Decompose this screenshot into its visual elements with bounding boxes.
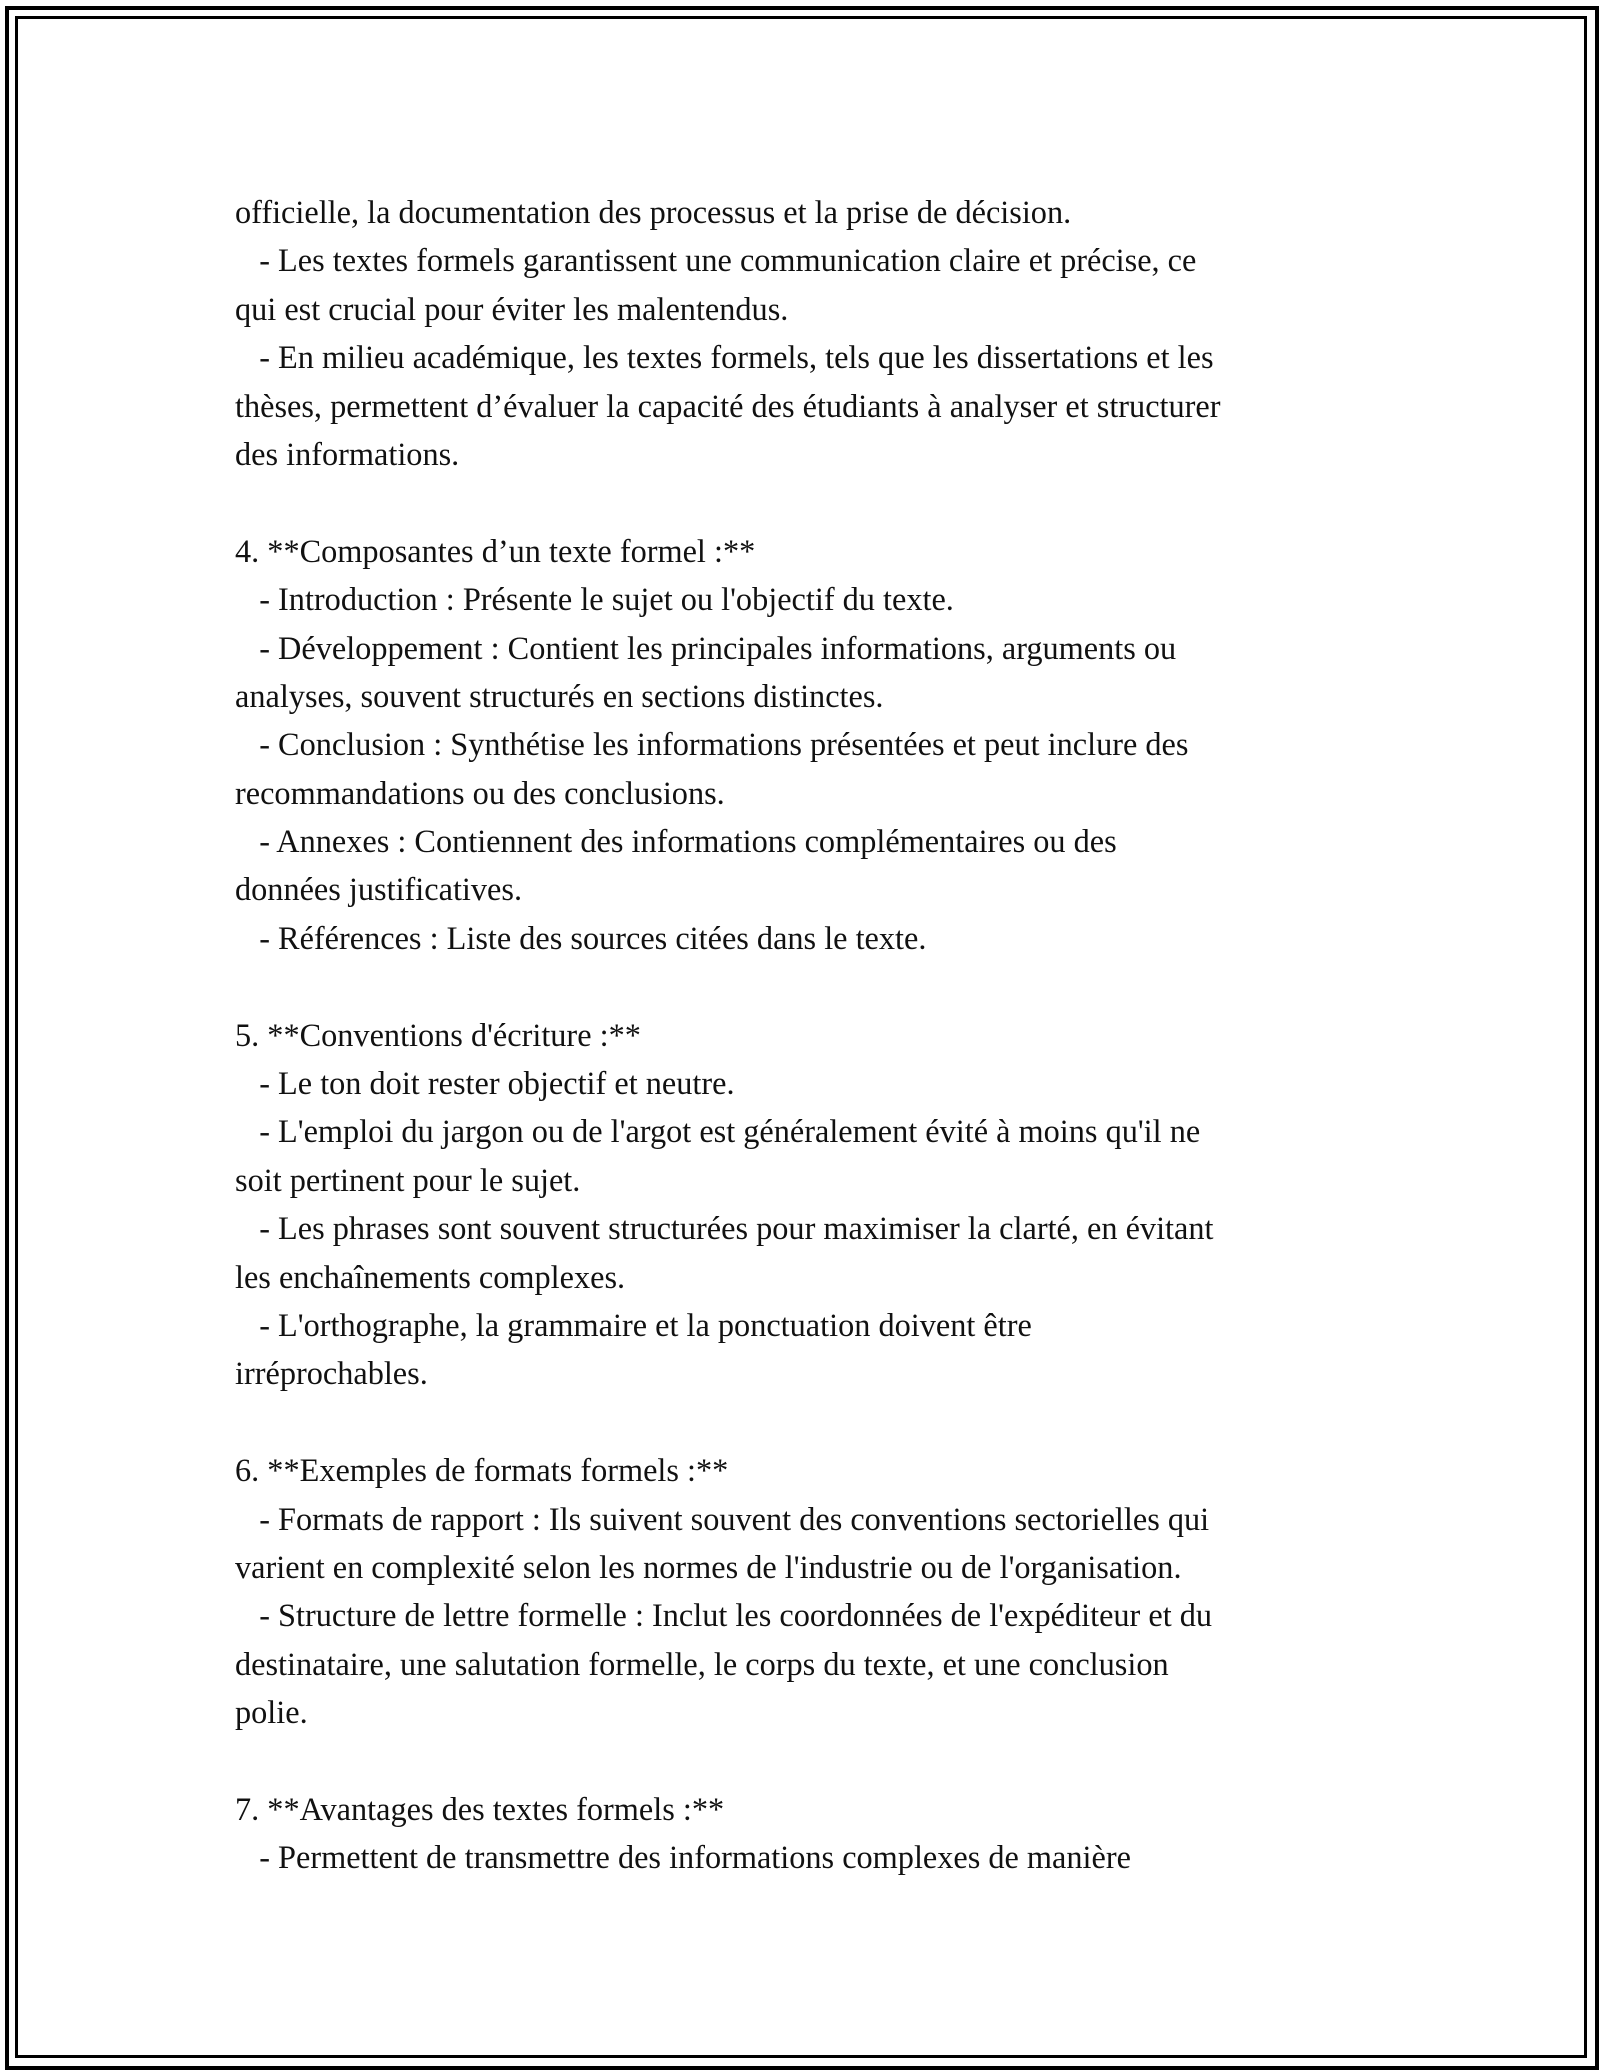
text-line: analyses, souvent structurés en sections distinctes. bbox=[235, 677, 884, 714]
text-line: - L'orthographe, la grammaire et la ponctuation doivent être bbox=[235, 1306, 1032, 1343]
text-line: polie. bbox=[235, 1694, 308, 1731]
section-heading: 6. **Exemples de formats formels :** bbox=[235, 1452, 729, 1489]
section-heading: 4. **Composantes d’un texte formel :** bbox=[235, 532, 756, 569]
text-line: les enchaînements complexes. bbox=[235, 1258, 626, 1295]
text-line: - Annexes : Contiennent des informations complémentaires ou des bbox=[235, 823, 1117, 860]
text-line: - En milieu académique, les textes formels, tels que les dissertations et les bbox=[235, 339, 1214, 376]
text-line: - Permettent de transmettre des informations complexes de manière bbox=[235, 1839, 1131, 1876]
text-line: soit pertinent pour le sujet. bbox=[235, 1161, 581, 1198]
text-line: - Conclusion : Synthétise les informations présentées et peut inclure des bbox=[235, 726, 1189, 763]
text-line: - Les phrases sont souvent structurées pour maximiser la clarté, en évitant bbox=[235, 1210, 1214, 1247]
text-line: destinataire, une salutation formelle, le corps du texte, et une conclusion bbox=[235, 1645, 1169, 1682]
text-line: - Structure de lettre formelle : Inclut les coordonnées de l'expéditeur et du bbox=[235, 1597, 1213, 1634]
text-line: - Les textes formels garantissent une communication claire et précise, ce bbox=[235, 242, 1197, 279]
text-line: qui est crucial pour éviter les malentendus. bbox=[235, 290, 789, 327]
document-body bbox=[235, 188, 1365, 1882]
text-line: - Introduction : Présente le sujet ou l'objectif du texte. bbox=[235, 581, 954, 618]
section-heading: 7. **Avantages des textes formels :** bbox=[235, 1790, 725, 1827]
blank-line bbox=[235, 1398, 1365, 1446]
text-line: - L'emploi du jargon ou de l'argot est généralement évité à moins qu'il ne bbox=[235, 1113, 1201, 1150]
text-line: - Formats de rapport : Ils suivent souvent des conventions sectorielles qui bbox=[235, 1500, 1210, 1537]
text-line: - Références : Liste des sources citées dans le texte. bbox=[235, 919, 927, 956]
text-line: officielle, la documentation des processus et la prise de décision. bbox=[235, 194, 1072, 230]
text-line: - Le ton doit rester objectif et neutre. bbox=[235, 1065, 735, 1102]
text-line: irréprochables. bbox=[235, 1355, 428, 1392]
text-line: recommandations ou des conclusions. bbox=[235, 774, 725, 811]
blank-line bbox=[235, 478, 1365, 526]
text-line: données justificatives. bbox=[235, 871, 523, 908]
text-line: varient en complexité selon les normes de l'industrie ou de l'organisation. bbox=[235, 1548, 1182, 1585]
text-line: thèses, permettent d’évaluer la capacité des étudiants à analyser et structurer bbox=[235, 387, 1221, 424]
blank-line bbox=[235, 1737, 1365, 1785]
text-line: - Développement : Contient les principales informations, arguments ou bbox=[235, 629, 1177, 666]
blank-line bbox=[235, 962, 1365, 1010]
section-heading: 5. **Conventions d'écriture :** bbox=[235, 1016, 641, 1053]
text-line: des informations. bbox=[235, 435, 460, 472]
